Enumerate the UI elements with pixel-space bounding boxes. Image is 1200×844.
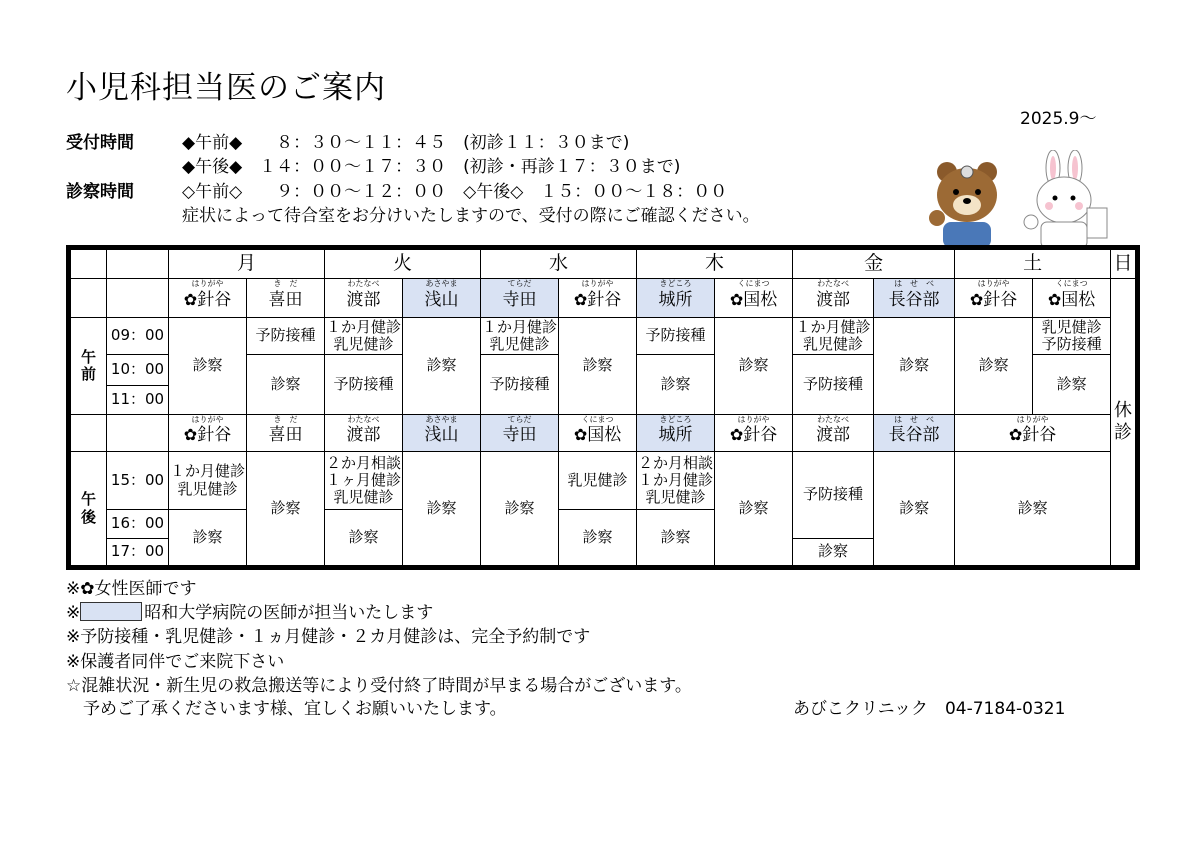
cell-mon2-am-exam: 診察 xyxy=(247,354,325,414)
time-1100: 11：00 xyxy=(107,385,169,414)
am-doctor-fri-1: わたなべ 渡部 xyxy=(793,278,874,317)
time-1000: 10：00 xyxy=(107,354,169,385)
am-doctor-fri-2: は せ べ 長谷部 xyxy=(874,278,955,317)
rabbit-icon xyxy=(1024,150,1107,248)
am-doctor-sat-2: くにまつ ✿国松 xyxy=(1033,278,1111,317)
day-header-sun: 日 xyxy=(1111,250,1136,279)
am-doctor-thu-2: くにまつ ✿国松 xyxy=(715,278,793,317)
pm-doctor-thu-1: きどころ 城所 xyxy=(637,414,715,451)
time-1700: 17：00 xyxy=(107,539,169,566)
cell-mon1-pm-checkups: １か月健診 乳児健診 xyxy=(169,452,247,510)
note-showa: ※ 昭和大学病院の医師が担当いたします xyxy=(66,603,434,623)
am-doctor-wed-2: はりがや ✿針谷 xyxy=(559,278,637,317)
am-doctor-sat-1: はりがや ✿針谷 xyxy=(955,278,1033,317)
reception-am: ◆午前◆ ８：３０～１１：４５ (初診１１：３０まで) xyxy=(182,133,630,153)
label-cell xyxy=(107,278,169,317)
note-guardian: ※保護者同伴でご来院下さい xyxy=(66,652,285,672)
pm-doctor-fri-2: は せ べ 長谷部 xyxy=(874,414,955,451)
blue-legend-swatch xyxy=(80,602,142,621)
cell-mon2-am-vaccine: 予防接種 xyxy=(247,318,325,355)
pm-doctor-wed-2: くにまつ ✿国松 xyxy=(559,414,637,451)
time-1600: 16：00 xyxy=(107,510,169,539)
cell-sat2-am-checkups: 乳児健診 予防接種 xyxy=(1033,318,1111,355)
cell-tue1-pm-checkups: ２か月相談 １ヶ月健診 乳児健診 xyxy=(325,452,403,510)
cell-fri1-am-checkups: １か月健診 乳児健診 xyxy=(793,318,874,355)
cell-wed1-am-vaccine: 予防接種 xyxy=(481,354,559,414)
cell-tue1-pm-exam: 診察 xyxy=(325,510,403,566)
cell-tue1-am-vaccine: 予防接種 xyxy=(325,354,403,414)
am-period-label: 午 前 xyxy=(71,318,107,415)
cell-tue1-am-checkups: １か月健診 乳児健診 xyxy=(326,317,402,354)
cell-fri1-pm-exam: 診察 xyxy=(793,539,874,566)
am-doctor-tue-1: わたなべ 渡部 xyxy=(325,278,403,317)
cell-wed2-pm-infant: 乳児健診 xyxy=(559,452,637,510)
exam-hours: ◇午前◇ ９：００～１２：００ ◇午後◇ １５：００～１８：００ xyxy=(182,182,728,202)
pm-doctor-mon-1: はりがや ✿針谷 xyxy=(169,414,247,451)
waiting-notice: 症状によって待合室をお分けいたしますので、受付の際にご確認ください。 xyxy=(182,206,760,226)
pm-doctor-tue-2: あさやま 浅山 xyxy=(403,414,481,451)
day-header-thu: 木 xyxy=(637,250,793,279)
cell-thu1-am-exam: 診察 xyxy=(637,354,715,414)
label-cell xyxy=(71,414,107,451)
pm-doctor-sat: はりがや ✿針谷 xyxy=(955,414,1111,451)
reception-pm: ◆午後◆ １４：００～１７：３０ (初診・再診１７：３０まで) xyxy=(182,157,681,177)
label-cell xyxy=(107,414,169,451)
cell-sat2-am-exam: 診察 xyxy=(1033,354,1111,414)
day-header-wed: 水 xyxy=(481,250,637,279)
time-1500: 15：00 xyxy=(107,452,169,510)
cell-thu2-am-exam: 診察 xyxy=(715,318,793,415)
label-cell xyxy=(71,278,107,317)
cell-sat1-am-exam: 診察 xyxy=(955,318,1033,415)
cell-mon1-am-exam: 診察 xyxy=(169,318,247,415)
cell-tue2-pm-exam: 診察 xyxy=(403,452,481,566)
day-header-mon: 月 xyxy=(169,250,325,279)
cell-thu1-am-vaccine: 予防接種 xyxy=(637,318,715,355)
cell-thu1-pm-checkups: ２か月相談 １か月健診 乳児健診 xyxy=(637,452,715,510)
pm-doctor-thu-2: はりがや ✿針谷 xyxy=(715,414,793,451)
cell-sat-pm-exam: 診察 xyxy=(955,452,1111,566)
cell-fri2-pm-exam: 診察 xyxy=(874,452,955,566)
cell-thu1-pm-exam: 診察 xyxy=(637,510,715,566)
reception-label: 受付時間 xyxy=(66,133,134,153)
am-doctor-tue-2: あさやま 浅山 xyxy=(403,278,481,317)
effective-date: 2025.9～ xyxy=(1020,109,1097,129)
note-reservation: ※予防接種・乳児健診・１ヵ月健診・２カ月健診は、完全予約制です xyxy=(66,627,591,647)
sunday-closed: 休 診 xyxy=(1111,278,1136,565)
cell-mon1-pm-exam: 診察 xyxy=(169,510,247,566)
cell-wed1-pm-exam: 診察 xyxy=(481,452,559,566)
cell-tue2-am-exam: 診察 xyxy=(403,318,481,415)
day-header-sat: 土 xyxy=(955,250,1111,279)
pm-doctor-mon-2: き だ 喜田 xyxy=(247,414,325,451)
corner-cell xyxy=(71,250,107,279)
pm-doctor-wed-1: てらだ 寺田 xyxy=(481,414,559,451)
pm-period-label: 午 後 xyxy=(71,452,107,566)
pm-doctor-fri-1: わたなべ 渡部 xyxy=(793,414,874,451)
time-0900: 09：00 xyxy=(107,318,169,355)
am-doctor-mon-1: はりがや ✿針谷 xyxy=(169,278,247,317)
cell-fri2-am-exam: 診察 xyxy=(874,318,955,415)
cell-fri1-am-vaccine: 予防接種 xyxy=(793,354,874,414)
am-doctor-thu-1: きどころ 城所 xyxy=(637,278,715,317)
pm-doctor-tue-1: わたなべ 渡部 xyxy=(325,414,403,451)
mascot-illustration xyxy=(925,150,1125,250)
page-title: 小児科担当医のご案内 xyxy=(66,70,386,106)
cell-wed1-am-checkups: １か月健診 乳児健診 xyxy=(482,317,558,354)
cell-wed2-pm-exam: 診察 xyxy=(559,510,637,566)
day-header-fri: 金 xyxy=(793,250,955,279)
bear-icon xyxy=(929,162,997,248)
corner-cell xyxy=(107,250,169,279)
am-doctor-mon-2: き だ 喜田 xyxy=(247,278,325,317)
schedule-table xyxy=(66,245,1140,570)
exam-label: 診察時間 xyxy=(66,182,134,202)
note-congestion: ☆混雑状況・新生児の救急搬送等により受付終了時間が早まる場合がございます。 xyxy=(66,676,692,696)
cell-fri1-pm-vaccine: 予防接種 xyxy=(793,452,874,539)
day-header-tue: 火 xyxy=(325,250,481,279)
cell-wed2-am-exam: 診察 xyxy=(559,318,637,415)
clinic-contact: あびこクリニック 04-7184-0321 xyxy=(793,699,1066,719)
cell-mon2-pm-exam: 診察 xyxy=(247,452,325,566)
note-apology: 予めご了承くださいます様、宜しくお願いいたします。 xyxy=(66,699,507,719)
am-doctor-wed-1: てらだ 寺田 xyxy=(481,278,559,317)
cell-thu2-pm-exam: 診察 xyxy=(715,452,793,566)
note-female: ※✿女性医師です xyxy=(66,579,197,599)
